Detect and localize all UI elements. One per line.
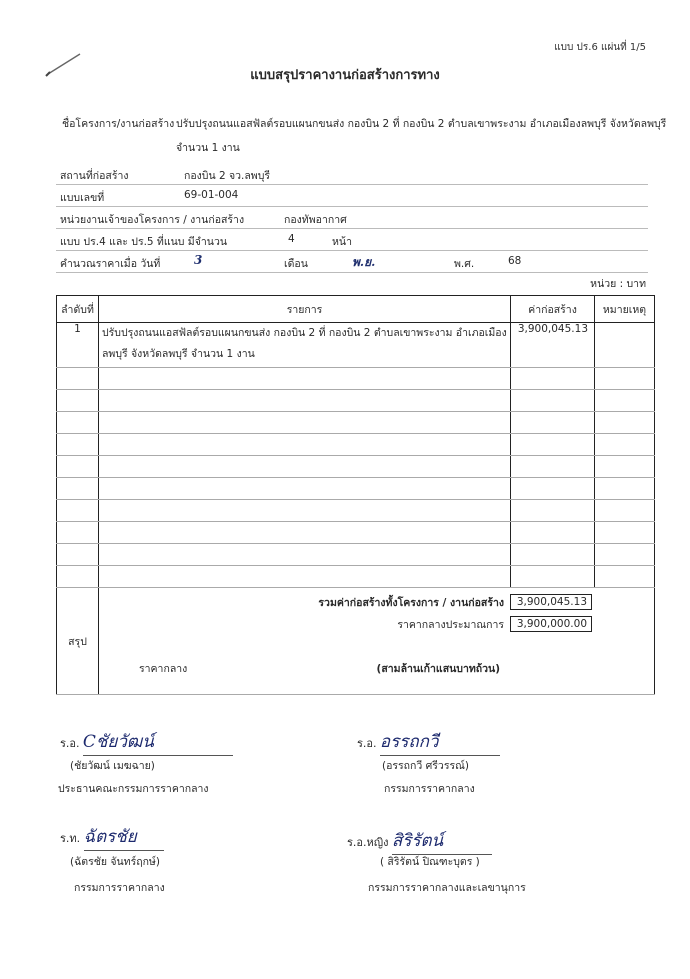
project-label: ชื่อโครงการ/งานก่อสร้าง [62,118,175,130]
table-row [57,390,655,412]
calculation-date-row [56,250,648,273]
unit-label: หน่วย : บาท [590,278,646,290]
attachment-row [56,228,648,251]
estimate-label: ราคากลางประมาณการ [397,619,504,631]
calculation-date-label: คำนวณราคาเมื่อ วันที่ [60,258,161,270]
document-title: แบบสรุปราคางานก่อสร้างการทาง [250,68,440,83]
attachment-count: 4 [288,233,295,245]
signer-1-prefix: ร.อ. [60,737,80,750]
signer-2-signature [380,728,500,756]
signature-block-2 [357,728,500,756]
median-price-label: ราคากลาง [139,663,188,675]
signer-3-name: (ฉัตรชัย จันทร์ฤกษ์) [70,856,160,868]
estimate-value: 3,900,000.00 [510,616,592,632]
header-cost: ค่าก่อสร้าง [511,296,595,323]
table-row [57,500,655,522]
signer-4-prefix: ร.อ.หญิง [347,836,389,849]
summary-block [57,588,655,695]
signer-2-ink: อรรถกวี [379,732,439,752]
item-no: 1 [57,323,99,368]
table-row [57,368,655,390]
table-row [57,566,655,588]
signer-2-role: กรรมการราคากลาง [384,783,475,795]
page-reference: แบบ ปร.6 แผ่นที่ 1/5 [554,42,646,53]
project-text-line1: ปรับปรุงถนนแอสฟัลต์รอบแผนกขนส่ง กองบิน 2 ที่ กองบิน 2 ตำบลเขาพระงาม อำเภอเมืองลพบุรี จังหวัดลพบุรี [176,118,667,130]
attachment-label: แบบ ปร.4 และ ปร.5 ที่แนบ มีจำนวน [60,236,228,248]
header-item: รายการ [99,296,511,323]
table-row [57,544,655,566]
summary-content [99,588,655,695]
site-value: กองบิน 2 จว.ลพบุรี [184,170,271,182]
table-row [57,522,655,544]
signer-4-name: ( สิริรัตน์ ปิณฑะบุตร ) [380,856,480,868]
agency-value: กองทัพอากาศ [284,214,347,226]
signer-4-ink: สิริรัตน์ [391,831,444,851]
table-row [57,478,655,500]
signer-2-prefix: ร.อ. [357,737,377,750]
total-label: รวมค่าก่อสร้างทั้งโครงการ / งานก่อสร้าง [318,597,504,609]
form-number-row [56,184,648,207]
signer-1-ink: Cชัยวัฒน์ [82,732,154,752]
calculation-day: 3 [194,253,203,267]
year-label: พ.ศ. [454,258,475,270]
header-no: ลำดับที่ [57,296,99,323]
signature-block-1 [60,728,233,756]
signature-block-3 [60,823,164,851]
signer-3-ink: ฉัตรชัย [83,827,137,847]
total-value: 3,900,045.13 [510,594,592,610]
calculation-year: 68 [508,255,522,267]
table-row [57,323,655,368]
project-text-line2: จำนวน 1 งาน [176,142,240,154]
item-description-line1: ปรับปรุงถนนแอสฟัลต์รอบแผนกขนส่ง กองบิน 2 ที่ กองบิน 2 ตำบลเขาพระงาม อำเภอเมือง [102,327,507,339]
signer-1-signature [83,728,233,756]
signer-1-name: (ชัยวัฒน์ เมฆฉาย) [70,760,155,772]
site-row [56,162,648,185]
month-label: เดือน [284,258,308,270]
agency-label: หน่วยงานเจ้าของโครงการ / งานก่อสร้าง [60,214,245,226]
attachment-unit: หน้า [332,236,352,248]
signature-block-4 [347,827,492,855]
site-label: สถานที่ก่อสร้าง [60,170,129,182]
header-note: หมายเหตุ [595,296,655,323]
signer-3-signature [84,823,164,851]
signer-2-name: (อรรถกวี ศรีวรรณ์) [382,760,469,772]
form-number-value: 69-01-004 [184,189,239,201]
table-header-row [57,296,655,323]
table-row [57,456,655,478]
cost-summary-table [56,295,655,695]
calculation-month: พ.ย. [352,255,376,269]
summary-label: สรุป [57,588,99,695]
signer-4-role: กรรมการราคากลางและเลขานุการ [368,882,526,894]
signer-3-role: กรรมการราคากลาง [74,882,165,894]
signer-4-signature [392,827,492,855]
item-description-line2: ลพบุรี จังหวัดลพบุรี จำนวน 1 งาน [102,348,255,360]
agency-row [56,206,648,229]
median-price-words: (สามล้านเก้าแสนบาทถ้วน) [376,663,500,675]
item-cost: 3,900,045.13 [511,323,595,368]
table-row [57,434,655,456]
form-number-label: แบบเลขที่ [60,192,105,204]
table-row [57,412,655,434]
item-note [595,323,655,368]
item-description [99,323,511,368]
signer-3-prefix: ร.ท. [60,832,81,845]
signer-1-role: ประธานคณะกรรมการราคากลาง [58,783,209,795]
